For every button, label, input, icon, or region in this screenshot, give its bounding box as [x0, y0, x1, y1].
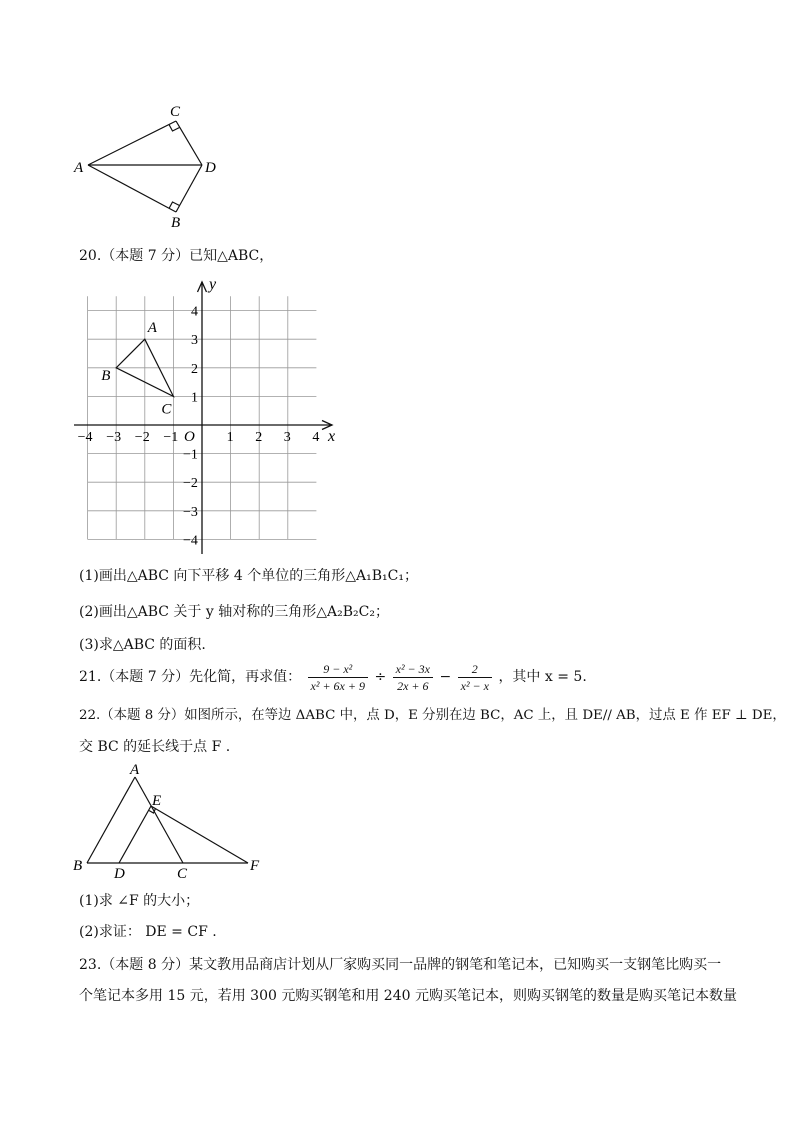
label-b: B [73, 858, 83, 874]
label-b: B [171, 215, 181, 230]
q22-line2: 交 BC 的延长线于点 F . [79, 739, 231, 755]
label-f: F [250, 858, 260, 874]
x-tick-label: 2 [255, 430, 263, 445]
point-label: A [147, 320, 157, 337]
q22-part1: (1)求 ∠F 的大小； [79, 893, 200, 909]
fraction-3: $\frac{2}{\text{x² − x}}$ [458, 661, 492, 694]
divide-sign: ÷ [374, 669, 387, 685]
point-label: C [161, 401, 172, 418]
x-tick-label: −1 [163, 430, 179, 445]
q20-coordinate-graph [60, 272, 360, 562]
q20-part1: (1)画出△ABC 向下平移 4 个单位的三角形△A₁B₁C₁； [79, 568, 418, 584]
fraction-2: $\frac{\text{x² − 3x}}{2x + 6}$ [393, 661, 433, 694]
y-tick-label: 2 [191, 361, 198, 377]
y-tick-label: −2 [183, 476, 198, 492]
label-e: E [152, 793, 162, 809]
y-tick-label: −3 [183, 504, 198, 520]
y-tick-label: −1 [183, 447, 198, 463]
x-tick-label: 1 [226, 430, 234, 445]
label-d: D [114, 866, 125, 882]
q21-prefix: 21.（本题 7 分）先化简，再求值： [79, 669, 302, 685]
label-d: D [205, 160, 216, 176]
axis-label-y: y [209, 276, 217, 293]
origin-label: O [184, 429, 195, 445]
q21-suffix: ，其中 x = 5. [498, 669, 587, 685]
q20-part2: (2)画出△ABC 关于 y 轴对称的三角形△A₂B₂C₂； [79, 604, 389, 620]
label-c: C [177, 866, 188, 882]
figure-equilateral-triangle [70, 760, 270, 885]
x-tick-label: −2 [134, 430, 150, 445]
q23-line1: 23.（本题 8 分）某文教用品商店计划从厂家购买同一品牌的钢笔和笔记本，已知购买一支钢笔比购买一 [79, 957, 722, 973]
fraction-1: $\frac{\text{9 − x²}}{\text{x² + 6x + 9}}$ [308, 661, 368, 694]
minus-sign: − [439, 669, 452, 685]
label-a: A [74, 160, 84, 176]
x-tick-label: −3 [106, 430, 122, 445]
point-label: B [101, 367, 111, 384]
q20-header: 20.（本题 7 分）已知△ABC， [79, 248, 274, 264]
x-tick-label: −4 [77, 430, 93, 445]
axis-label-x: x [328, 428, 336, 445]
q20-part3: (3)求△ABC 的面积. [79, 637, 206, 653]
x-tick-label: 3 [283, 430, 291, 445]
y-tick-label: −4 [183, 533, 198, 549]
label-c: C [170, 104, 181, 120]
y-tick-label: 1 [191, 390, 198, 406]
x-tick-label: 4 [312, 430, 320, 445]
q23-line2: 个笔记本多用 15 元，若用 300 元购买钢笔和用 240 元购买笔记本，则购买钢笔的数量是购买笔记本数量 [79, 988, 737, 1004]
q22-line1: 22.（本题 8 分）如图所示，在等边 ΔABC 中，点 D，E 分别在边 BC，AC 上，且 DE// AB，过点 E 作 EF ⊥ DE， [79, 708, 786, 723]
label-a: A [130, 762, 140, 778]
q22-part2: (2)求证： DE = CF . [79, 924, 217, 940]
y-tick-label: 3 [191, 333, 198, 349]
q21-line [79, 660, 587, 694]
figure-quadrilateral [70, 100, 230, 230]
y-tick-label: 4 [191, 304, 198, 320]
